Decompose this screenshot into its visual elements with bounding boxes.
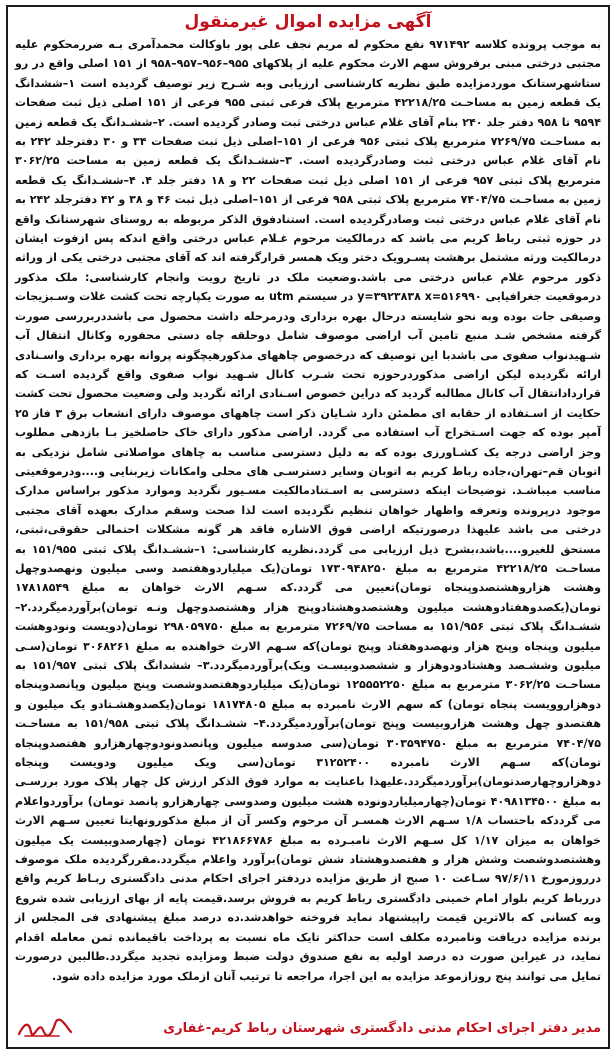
notice-title: آگهی مزایده اموال غیرمنقول bbox=[184, 12, 432, 32]
notice-body: به موجب پرونده کلاسه ۹۷۱۴۹۲ نفع محکوم له مریم نجف علی پور باوکالت محمدآمری بـه ضررمحکوم علیه مجتبی درختی مبنی برفروش سهم الارث محکوم علیه از پلاکهای ۹۵۵–۹۵۶–۹۵۷–۹۵۸ از ۱۵۱ اصلی واقع در رو ستاشهرستانک موردمزایده طبق نظریه کارشناسی ارزیابی وبه شـرح زیر توصیف گردیده است ۱–ششدانگ یک قطعه زمین به مساحـت ۴۲۲۱۸/۲۵ مترمربع پلاک فرعی ثبتی ۹۵۵ فرعی از ۱۵۱ اصلی ذیل ثبت صفحات ۹۵۹۴ تا ۹۵۸ دفتر جلد ۲۴۰ بنام آقای غلام عباس درختی ثبت وصادر گردیده است. ۲–ششـدانگ یک قطعه زمین به مساحـت ۷۲۶۹/۷۵ مترمربع پلاک ثبتی ۹۵۶ فرعی از ۱۵۱–اصلی ذیل ثبت صفحات ۳۴ و ۳۰ دفترجلد ۲۴۲ به نام آقای غلام عباس درختی ثبت وصادرگردیده است. ۳–ششـدانگ یک قطعه زمین به مساحت ۳۰۶۲/۲۵ مترمربع پلاک ثبتی ۹۵۷ فرعی از ۱۵۱ اصلی ذیل ثبت صفحات ۲۲ و ۱۸ دفتر جلد ۴. ۴–ششـدانگ یک قطعه زمین به مساحـت ۷۴۰۴/۷۵ مترمربع پلاک ثبتی ۹۵۸ فرعی از ۱۵۱–اصلی ذیل ثبت ۴۶ و ۳۸ و ۴۲ دفترجلد ۲۴۲ به نام آقای غلام عباس درختی ثبت وصادرگردیده است. استنادفوق الذکر مربوطه به روستای شهرستانک واقع در حوزه ثبتی رباط کریم می باشد که درمالکیت مرحوم غـلام عباس درختی واقع اندکه پس ازفوت ایشان درمالکیت ورثه مشتمل برهشت پسـرویک دختر ویک همسر قرارگرفته اند که آقای مجتبی درختی یکی از وراثه ذکور مرحوم غلام عباس درختی می باشد.وضعیت ملک در تاریخ رویت وانجام کارشناسی: ملک مذکور درموقعیت جغرافیایی y=۳۹۲۳۸۳۸ x=۵۱۶۹۹۰ در سیستم utm به صورت یکپارچه تحت کشت غلات وسـبزیجات وصیفی جات بوده وبه نحو شایسته درحال بهره برداری ودرمرحله داشت محصول می باشددربررسی صورت گرفته مشخص شـد منبع تامین آب اراضی موصوف شامل دوحلقه چاه دستی محفوره وکانال انتقال آب شـهیدنواب صفوی می باشدبا این توصیف که درخصوص چاههای مذکورهیچگونه پروانه بهره برداری واسـنادی ارائه نگردیده لیکن اراضی مذکوردرحوزه تحت شـرب کانال شـهید نواب صفوی واقع گردیده اسـت که قراردادانتقال آب کانال مطالبه گردید که دراین خصوص اسـنادی ارائه نگردید ولی وضعیت محصول تحت کشت حکایت از اسـتفاده از حقابه ای مطمئن دارد شـایان ذکر است چاههای موصوف دارای انشعاب برق ۳ فاز ۲۵ آمپر بوده که جهت اسـتخراج آب استفاده می گردد. اراضی مذکور دارای خاک حاصلخیز بـا بازدهی مطلوب وجز اراضی درجه یک کشـاورزی بوده که به دلیل دسترسی مناسب به چاهای مواصلاتی شامل نزدیکی به اتوبان قم–تهران،جاده رباط کریم به اتوبان وسایر دسترسـی های محلی وامکانات زیربنایی و....ودرموقعیتی مناسب میباشـد. توضیحات اینکه دسترسی به اسـتنادمالکیت مسـیور نگردید وموارد مذکور براساس مدارک موجود درپرونده وتعرفه واظهار خواهان تنظیم نگردیده است لذا صحت وسقم مدارک بعهده آقای مجتبی درختی می باشد علیهذا درصورتیکه اراضی فوق الاشاره فاقد هر گونه مشکلات احتمالی حقوقی،ثبتی، مستحق للغیرو....باشد،بشرح ذیل ارزیابی می گردد.نظریه کارشناسی: ۱–ششـدانگ پلاک ثبتی ۱۵۱/۹۵۵ به مساحـت ۴۲۲۱۸/۲۵ مترمربع به مبلغ ۱۷۳۰۹۴۸۲۵۰ تومان(یک میلیاردوهفتصد وسی میلیون ونهصدوچهل وهشت هزاروهشتصدوپنجاه تومان)تعیین می گردد.که سـهم الارث خواهان به مبلغ ۱۷۸۱۸۵۴۹ تومان(یکصدوهفتادوهشت میلیون وهشتصدوهشتادوپنج هزار وهشتصدوچهل ونـه تومان)برآوردمیگردد.۲– ششـدانگ پلاک ثبتی ۱۵۱/۹۵۶ به مساحت ۷۲۶۹/۷۵ مترمربع به مبلغ ۲۹۸۰۵۹۷۵۰ تومان(دویست ونودوهشت میلیون وپنجاه وپنج هزار ونهصدوهفتاد وپنج تومان)که سـهم الارث خواهنده به مبلغ ۳۰۶۸۲۶۱ تومان(سـی میلیون وششـصد وهشتادودوهزار و ششصدوبیسـت ویک)برآوردمیگردد.۳– ششدانگ پلاک ثبتی ۱۵۱/۹۵۷ به مساحـت ۳۰۶۲/۲۵ مترمربع به مبلغ ۱۲۵۵۵۲۲۵۰ تومان(یک میلیاردوهفتصدوشصت وپنج میلیون وپانصدوپنجاه دوهزاروویست پنجاه تومان) که سهم الارث نامبرده به مبلغ ۱۸۱۷۴۸۰۵ تومان(یکصدوهشـتادو یک میلیون و هفتصدو چهل وهشت هزاروبیست وپنج تومان)برآوردمیگردد.۴– ششـدانگ پلاک ثبتی ۱۵۱/۹۵۸ به مساحـت ۷۴۰۴/۷۵ مترمربع به مبلغ ۳۰۳۵۹۴۷۵۰ تومان(سی صدوسه میلیون وپانصدونودوچهارهزارو هفتصدوپنجاه تومان)که سـهم الارث نامبرده ۳۱۲۵۲۴۰۰ تومان(سی ویک میلیون ودویست وپنجاه دوهزاروچهارصدتومان)برآوردمیگردد.علیهذا باعنایت به موارد فوق الذکر ارزش کل چهار پلاک مورد بررسـی به مبلغ ۴۰۹۸۱۳۴۵۰۰ تومان(چهارمیلیاردونوده هشت میلیون وصدوسی چهارهزارو پانصد تومان) برآوردواعلام می گرددکه باحتساب ۱/۸ سـهم الارث همسـر آن مرحوم وکسر آن از مبلغ مذکورونهایتا تعیین سـهم الارث خواهان به میزان ۱/۱۷ کل سـهم الارث نامبـرده به مبلغ ۴۲۱۸۶۶۷۸۶ تومان (چهارصدوبیست یک میلیون وهشتصدوشصت وشش هزار و هفتصدوهشتاد شش تومان)برآورد واعلام میگردد.مقررگردیده ملک موصوف درروزمورخ ۹۷/۶/۱۱ سـاعت ۱۰ صبح از طریق مزایده دردفتر اجرای احکام مدنی دادگستری ربـاط کریم واقع دررباط کریم بلوار امام خمینی دادگستری رباط کریم به فروش برسد.قیمت پایه از بهای ارزیابی شده شروع وبه کسانی که بالاترین قیمت راپیشنهاد نماید فروخته خواهدشد.ده درصد مبلغ پیشنهادی فی المجلس از برنده مزایده دریافت ونامبرده مکلف است حداکثر تایک ماه نسبت به پرداخت باقیمانده ثمن معامله اقدام نماید، در غیراین صورت ده درصد اولیه به نفع صندوق دولت ضبط ومزایده تجدید میگردد.طالبین درصورت تمایل می توانند پنج روزازموعد مزایده به این اجرا، مراجعه تا ترتیب آنان ازملک مورد مزایده داده شود. bbox=[15, 38, 602, 983]
signature-icon bbox=[15, 1016, 75, 1040]
signature-row bbox=[15, 1015, 601, 1041]
notice-footer: مدیر دفتر اجرای احکام مدنی دادگستری شهرستان رباط کریم-غفاری bbox=[163, 1020, 601, 1036]
auction-notice bbox=[6, 5, 610, 1049]
